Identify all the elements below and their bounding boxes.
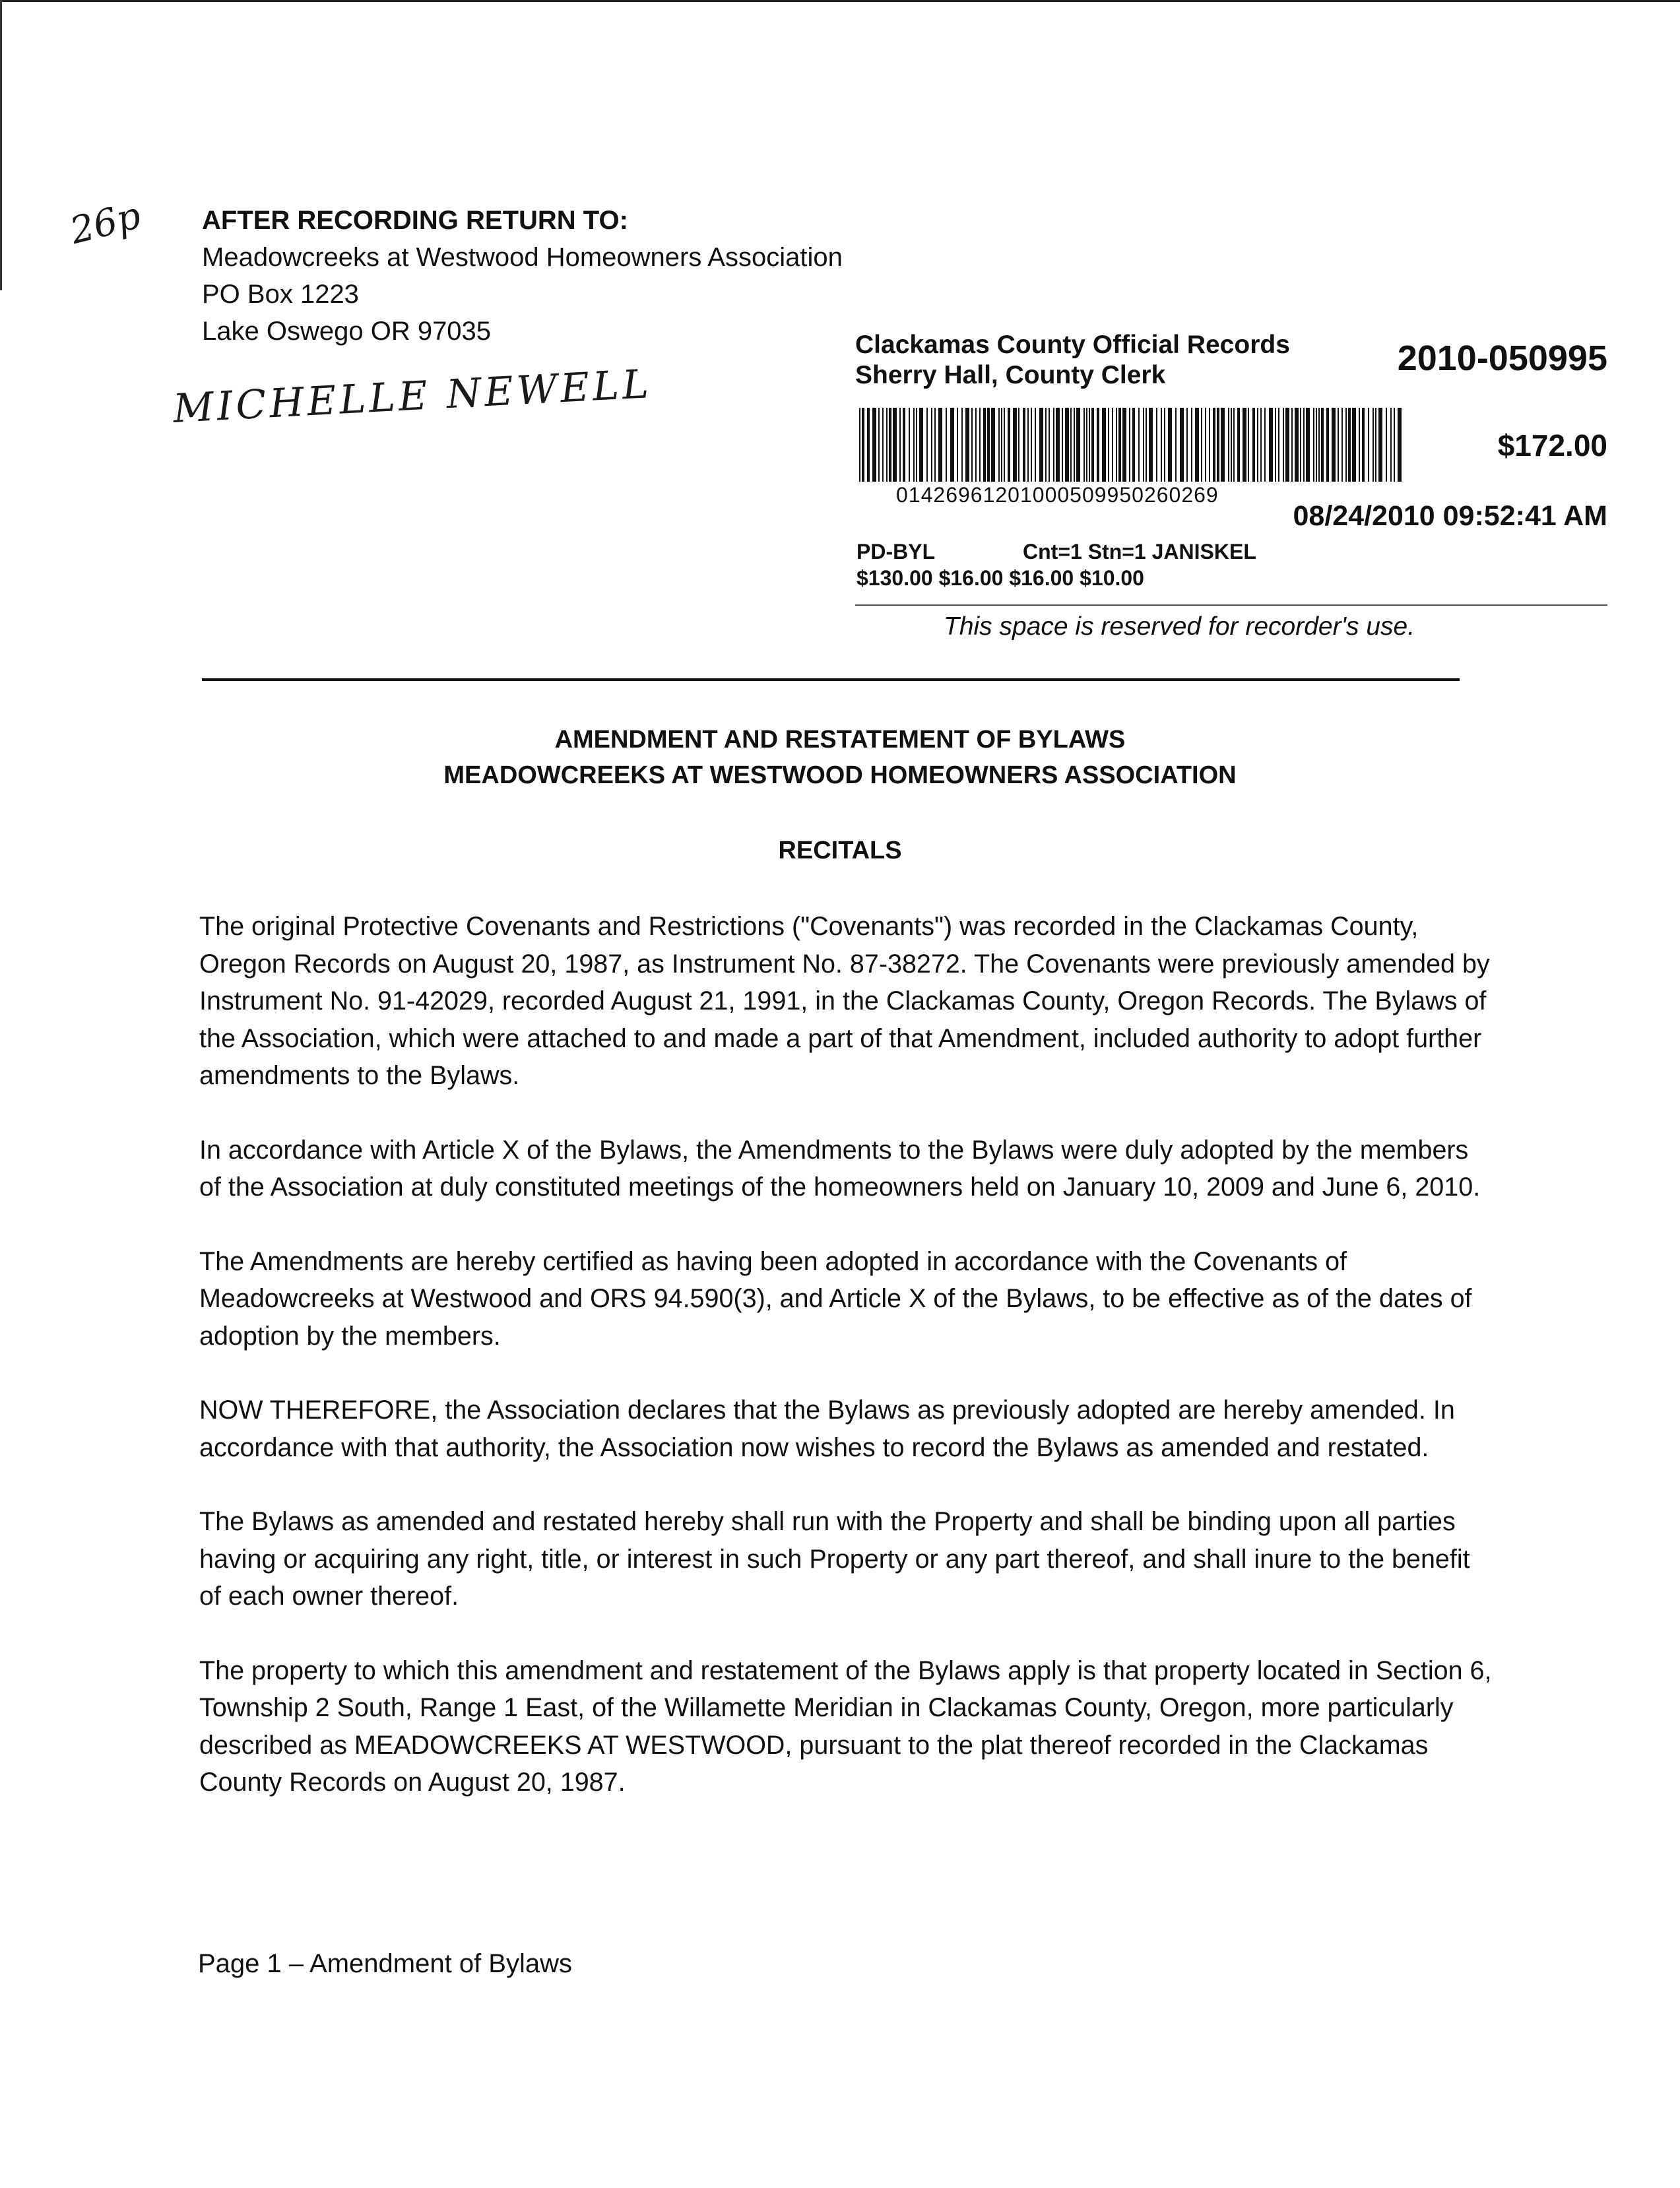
barcode-bar bbox=[1341, 408, 1343, 482]
barcode-bar bbox=[1209, 408, 1210, 482]
return-heading: AFTER RECORDING RETURN TO: bbox=[202, 206, 628, 235]
barcode-bar bbox=[1195, 408, 1199, 482]
barcode-bar bbox=[1221, 408, 1225, 482]
barcode-bar bbox=[903, 408, 905, 482]
recital-paragraph: In accordance with Article X of the Bylaws, the Amendments to the Bylaws were duly adopted by the members of the Association at duly constituted meetings of the homeowners held on January 10, 2009 and June 6, 2010. bbox=[199, 1135, 1481, 1202]
barcode-bar bbox=[1398, 408, 1402, 482]
recital-paragraph: The Bylaws as amended and restated hereby shall run with the Property and shall be binding upon all parties having or acquiring any right, title, or interest in such Property or any part thereof, and shall inure to the benefit of each owner thereof. bbox=[199, 1507, 1470, 1611]
barcode-bar bbox=[1243, 408, 1246, 482]
barcode-bar bbox=[1138, 408, 1140, 482]
barcode-bar bbox=[965, 408, 969, 482]
barcode-bar bbox=[1053, 408, 1054, 482]
recording-fee-total: $172.00 bbox=[1497, 428, 1607, 463]
barcode-bar bbox=[1300, 408, 1301, 482]
barcode-bar bbox=[1062, 408, 1063, 482]
barcode-bar bbox=[1291, 408, 1293, 482]
barcode-bar bbox=[889, 408, 891, 482]
recital-paragraph: The property to which this amendment and restatement of the Bylaws apply is that property located in Section 6, Township 2 South, Range 1 East, of the Willamette Meridian in Clackamas County, Oregon, more particularly described as MEADOWCREEKS AT WESTWOOD, pursuant to the plat thereof recorded in the Clackamas County Records on August 20, 1987. bbox=[199, 1656, 1492, 1797]
recitals-body bbox=[199, 908, 1493, 1838]
barcode-bar bbox=[1097, 408, 1099, 482]
barcode-bar bbox=[1076, 408, 1080, 482]
barcode-bar bbox=[1231, 408, 1232, 482]
barcode-bar bbox=[1180, 408, 1184, 482]
page-footer: Page 1 – Amendment of Bylaws bbox=[198, 1949, 572, 1978]
horizontal-rule bbox=[202, 678, 1460, 681]
barcode-bar bbox=[1132, 408, 1135, 482]
barcode-bar bbox=[987, 408, 990, 482]
barcode-bar bbox=[1001, 408, 1002, 482]
barcode-bar bbox=[1004, 408, 1005, 482]
barcode-bar bbox=[1164, 408, 1165, 482]
barcode-bar bbox=[1394, 408, 1395, 482]
barcode-bar bbox=[957, 408, 958, 482]
recorder-agency-name: Clackamas County Official Records bbox=[855, 331, 1290, 359]
barcode-bar bbox=[1201, 408, 1202, 482]
barcode-bar bbox=[1086, 408, 1087, 482]
barcode-bar bbox=[893, 408, 897, 482]
barcode-bar bbox=[1031, 408, 1032, 482]
barcode-bar bbox=[1112, 408, 1113, 482]
barcode-bar bbox=[998, 408, 1000, 482]
barcode-bar bbox=[1116, 408, 1117, 482]
return-city-line: Lake Oswego OR 97035 bbox=[202, 317, 492, 346]
barcode-bar bbox=[1065, 408, 1069, 482]
barcode-bar bbox=[1108, 408, 1109, 482]
recording-datetime: 08/24/2010 09:52:41 AM bbox=[1293, 500, 1607, 532]
instrument-number: 2010-050995 bbox=[1397, 338, 1607, 378]
barcode-digits: 01426961201000509950260269 bbox=[896, 483, 1219, 507]
recorder-stamp bbox=[855, 327, 1607, 611]
document-title-line2: MEADOWCREEKS AT WESTWOOD HOMEOWNERS ASSOCIATION bbox=[443, 761, 1237, 789]
barcode-bar bbox=[1316, 408, 1317, 482]
barcode-bar bbox=[1027, 408, 1029, 482]
barcode-bar bbox=[909, 408, 910, 482]
barcode-bar bbox=[1359, 408, 1360, 482]
barcode-bar bbox=[1156, 408, 1157, 482]
barcode-bar bbox=[1321, 408, 1324, 482]
barcode-bar bbox=[1306, 408, 1310, 482]
barcode-bar bbox=[950, 408, 954, 482]
barcode-bar bbox=[1345, 408, 1347, 482]
barcode-bar bbox=[1149, 408, 1153, 482]
barcode-bar bbox=[1091, 408, 1094, 482]
barcode-bar bbox=[1338, 408, 1339, 482]
barcode-bar bbox=[1168, 408, 1172, 482]
barcode-bar bbox=[1332, 408, 1336, 482]
barcode-bar bbox=[1089, 408, 1090, 482]
barcode-bar bbox=[1118, 408, 1121, 482]
barcode-bar bbox=[1143, 408, 1144, 482]
recital-paragraph: The Amendments are hereby certified as having been adopted in accordance with the Covenants of Meadowcreeks at Westwood and ORS 94.590(3), and Article X of the Bylaws, to be effective as of the dates of adoption by the members. bbox=[199, 1246, 1472, 1351]
barcode-bar bbox=[1326, 408, 1329, 482]
barcode-bar bbox=[1313, 408, 1314, 482]
barcode-bar bbox=[1386, 408, 1387, 482]
barcode-bar bbox=[961, 408, 963, 482]
barcode-bar bbox=[971, 408, 973, 482]
scan-border-left bbox=[0, 0, 2, 290]
barcode-bar bbox=[1378, 408, 1382, 482]
barcode-bar bbox=[1390, 408, 1392, 482]
barcode-bar bbox=[983, 408, 986, 482]
barcode-bar bbox=[1233, 408, 1235, 482]
recording-fee-breakdown: $130.00 $16.00 $16.00 $10.00 bbox=[856, 566, 1144, 590]
barcode-bar bbox=[979, 408, 981, 482]
barcode-bar bbox=[1285, 408, 1289, 482]
barcode-bar bbox=[1248, 408, 1249, 482]
section-heading: RECITALS bbox=[778, 837, 902, 864]
recorder-divider bbox=[855, 604, 1607, 606]
barcode-bar bbox=[938, 408, 942, 482]
barcode-bar bbox=[931, 408, 932, 482]
barcode-bar bbox=[1070, 408, 1072, 482]
barcode-bar bbox=[975, 408, 977, 482]
barcode-bar bbox=[1228, 408, 1229, 482]
barcode-bar bbox=[1260, 408, 1262, 482]
recording-counts: Cnt=1 Stn=1 JANISKEL bbox=[1023, 540, 1256, 563]
barcode-bar bbox=[1175, 408, 1177, 482]
barcode-bar bbox=[878, 408, 880, 482]
barcode-bar bbox=[899, 408, 901, 482]
barcode-bar bbox=[1352, 408, 1356, 482]
barcode-bar bbox=[919, 408, 923, 482]
barcode-bar bbox=[882, 408, 884, 482]
barcode-bar bbox=[946, 408, 947, 482]
barcode-bar bbox=[1191, 408, 1192, 482]
recorder-reserved-note: This space is reserved for recorder's use. bbox=[944, 612, 1415, 641]
barcode-bar bbox=[1217, 408, 1219, 482]
barcode-bar bbox=[867, 408, 870, 482]
handwritten-name: MICHELLE NEWELL bbox=[172, 361, 653, 432]
barcode-bar bbox=[1023, 408, 1025, 482]
document-title-line1: AMENDMENT AND RESTATEMENT OF BYLAWS bbox=[554, 726, 1126, 754]
barcode-bar bbox=[1269, 408, 1273, 482]
recorder-clerk: Sherry Hall, County Clerk bbox=[855, 361, 1166, 389]
barcode-bar bbox=[1013, 408, 1017, 482]
barcode-bar bbox=[1083, 408, 1085, 482]
barcode-bar bbox=[1008, 408, 1010, 482]
barcode-bar bbox=[1186, 408, 1188, 482]
barcode-bar bbox=[1375, 408, 1376, 482]
barcode-bar bbox=[1056, 408, 1060, 482]
return-address-block bbox=[202, 202, 843, 350]
barcode-bar bbox=[926, 408, 928, 482]
barcode-bar bbox=[862, 408, 864, 482]
barcode bbox=[859, 408, 1407, 482]
barcode-bar bbox=[1049, 408, 1050, 482]
barcode-bar bbox=[1045, 408, 1047, 482]
barcode-bar bbox=[1035, 408, 1036, 482]
barcode-bar bbox=[1303, 408, 1305, 482]
barcode-bar bbox=[1252, 408, 1255, 482]
barcode-bar bbox=[1146, 408, 1147, 482]
recital-paragraph: The original Protective Covenants and Restrictions ("Covenants") was recorded in the Clackamas County, Oregon Records on August 20, 1987, as Instrument No. 87-38272. The Covenants were previously amended by Instrument No. 91-42029, recorded August 21, 1991, in the Clackamas County, Oregon Records. The Bylaws of the Association, which were attached to and made a part of that Amendment, included authority to adopt further amendments to the Bylaws. bbox=[199, 912, 1490, 1090]
barcode-bar bbox=[859, 408, 860, 482]
handwritten-page-count: 26p bbox=[66, 194, 145, 253]
barcode-bar bbox=[934, 408, 936, 482]
recorder-agency bbox=[855, 330, 1290, 391]
barcode-bar bbox=[1318, 408, 1320, 482]
barcode-bar bbox=[1018, 408, 1019, 482]
barcode-bar bbox=[1368, 408, 1369, 482]
barcode-bar bbox=[991, 408, 995, 482]
barcode-bar bbox=[1102, 408, 1106, 482]
barcode-bar bbox=[1264, 408, 1266, 482]
barcode-bar bbox=[886, 408, 888, 482]
barcode-bar bbox=[1039, 408, 1043, 482]
barcode-bar bbox=[916, 408, 917, 482]
barcode-bar bbox=[872, 408, 876, 482]
barcode-bar bbox=[1362, 408, 1365, 482]
barcode-bar bbox=[1161, 408, 1162, 482]
return-name: Meadowcreeks at Westwood Homeowners Association bbox=[202, 243, 843, 272]
barcode-bar bbox=[1373, 408, 1374, 482]
barcode-bar bbox=[1257, 408, 1258, 482]
document-code: PD-BYL bbox=[856, 540, 936, 563]
barcode-bar bbox=[913, 408, 915, 482]
barcode-bar bbox=[1205, 408, 1206, 482]
barcode-bar bbox=[1283, 408, 1284, 482]
barcode-bar bbox=[1122, 408, 1126, 482]
barcode-bar bbox=[1348, 408, 1351, 482]
scan-border-top bbox=[0, 0, 1680, 2]
recital-paragraph: NOW THEREFORE, the Association declares that the Bylaws as previously adopted are hereby amended. In accordance with that authority, the Association now wishes to record the Bylaws as amended and restated. bbox=[199, 1396, 1455, 1462]
barcode-bar bbox=[1275, 408, 1276, 482]
barcode-bar bbox=[1074, 408, 1075, 482]
barcode-bar bbox=[1278, 408, 1279, 482]
barcode-bar bbox=[1213, 408, 1215, 482]
barcode-bar bbox=[1129, 408, 1130, 482]
return-address-line: PO Box 1223 bbox=[202, 280, 359, 309]
barcode-bar bbox=[1295, 408, 1299, 482]
barcode-bar bbox=[1237, 408, 1240, 482]
